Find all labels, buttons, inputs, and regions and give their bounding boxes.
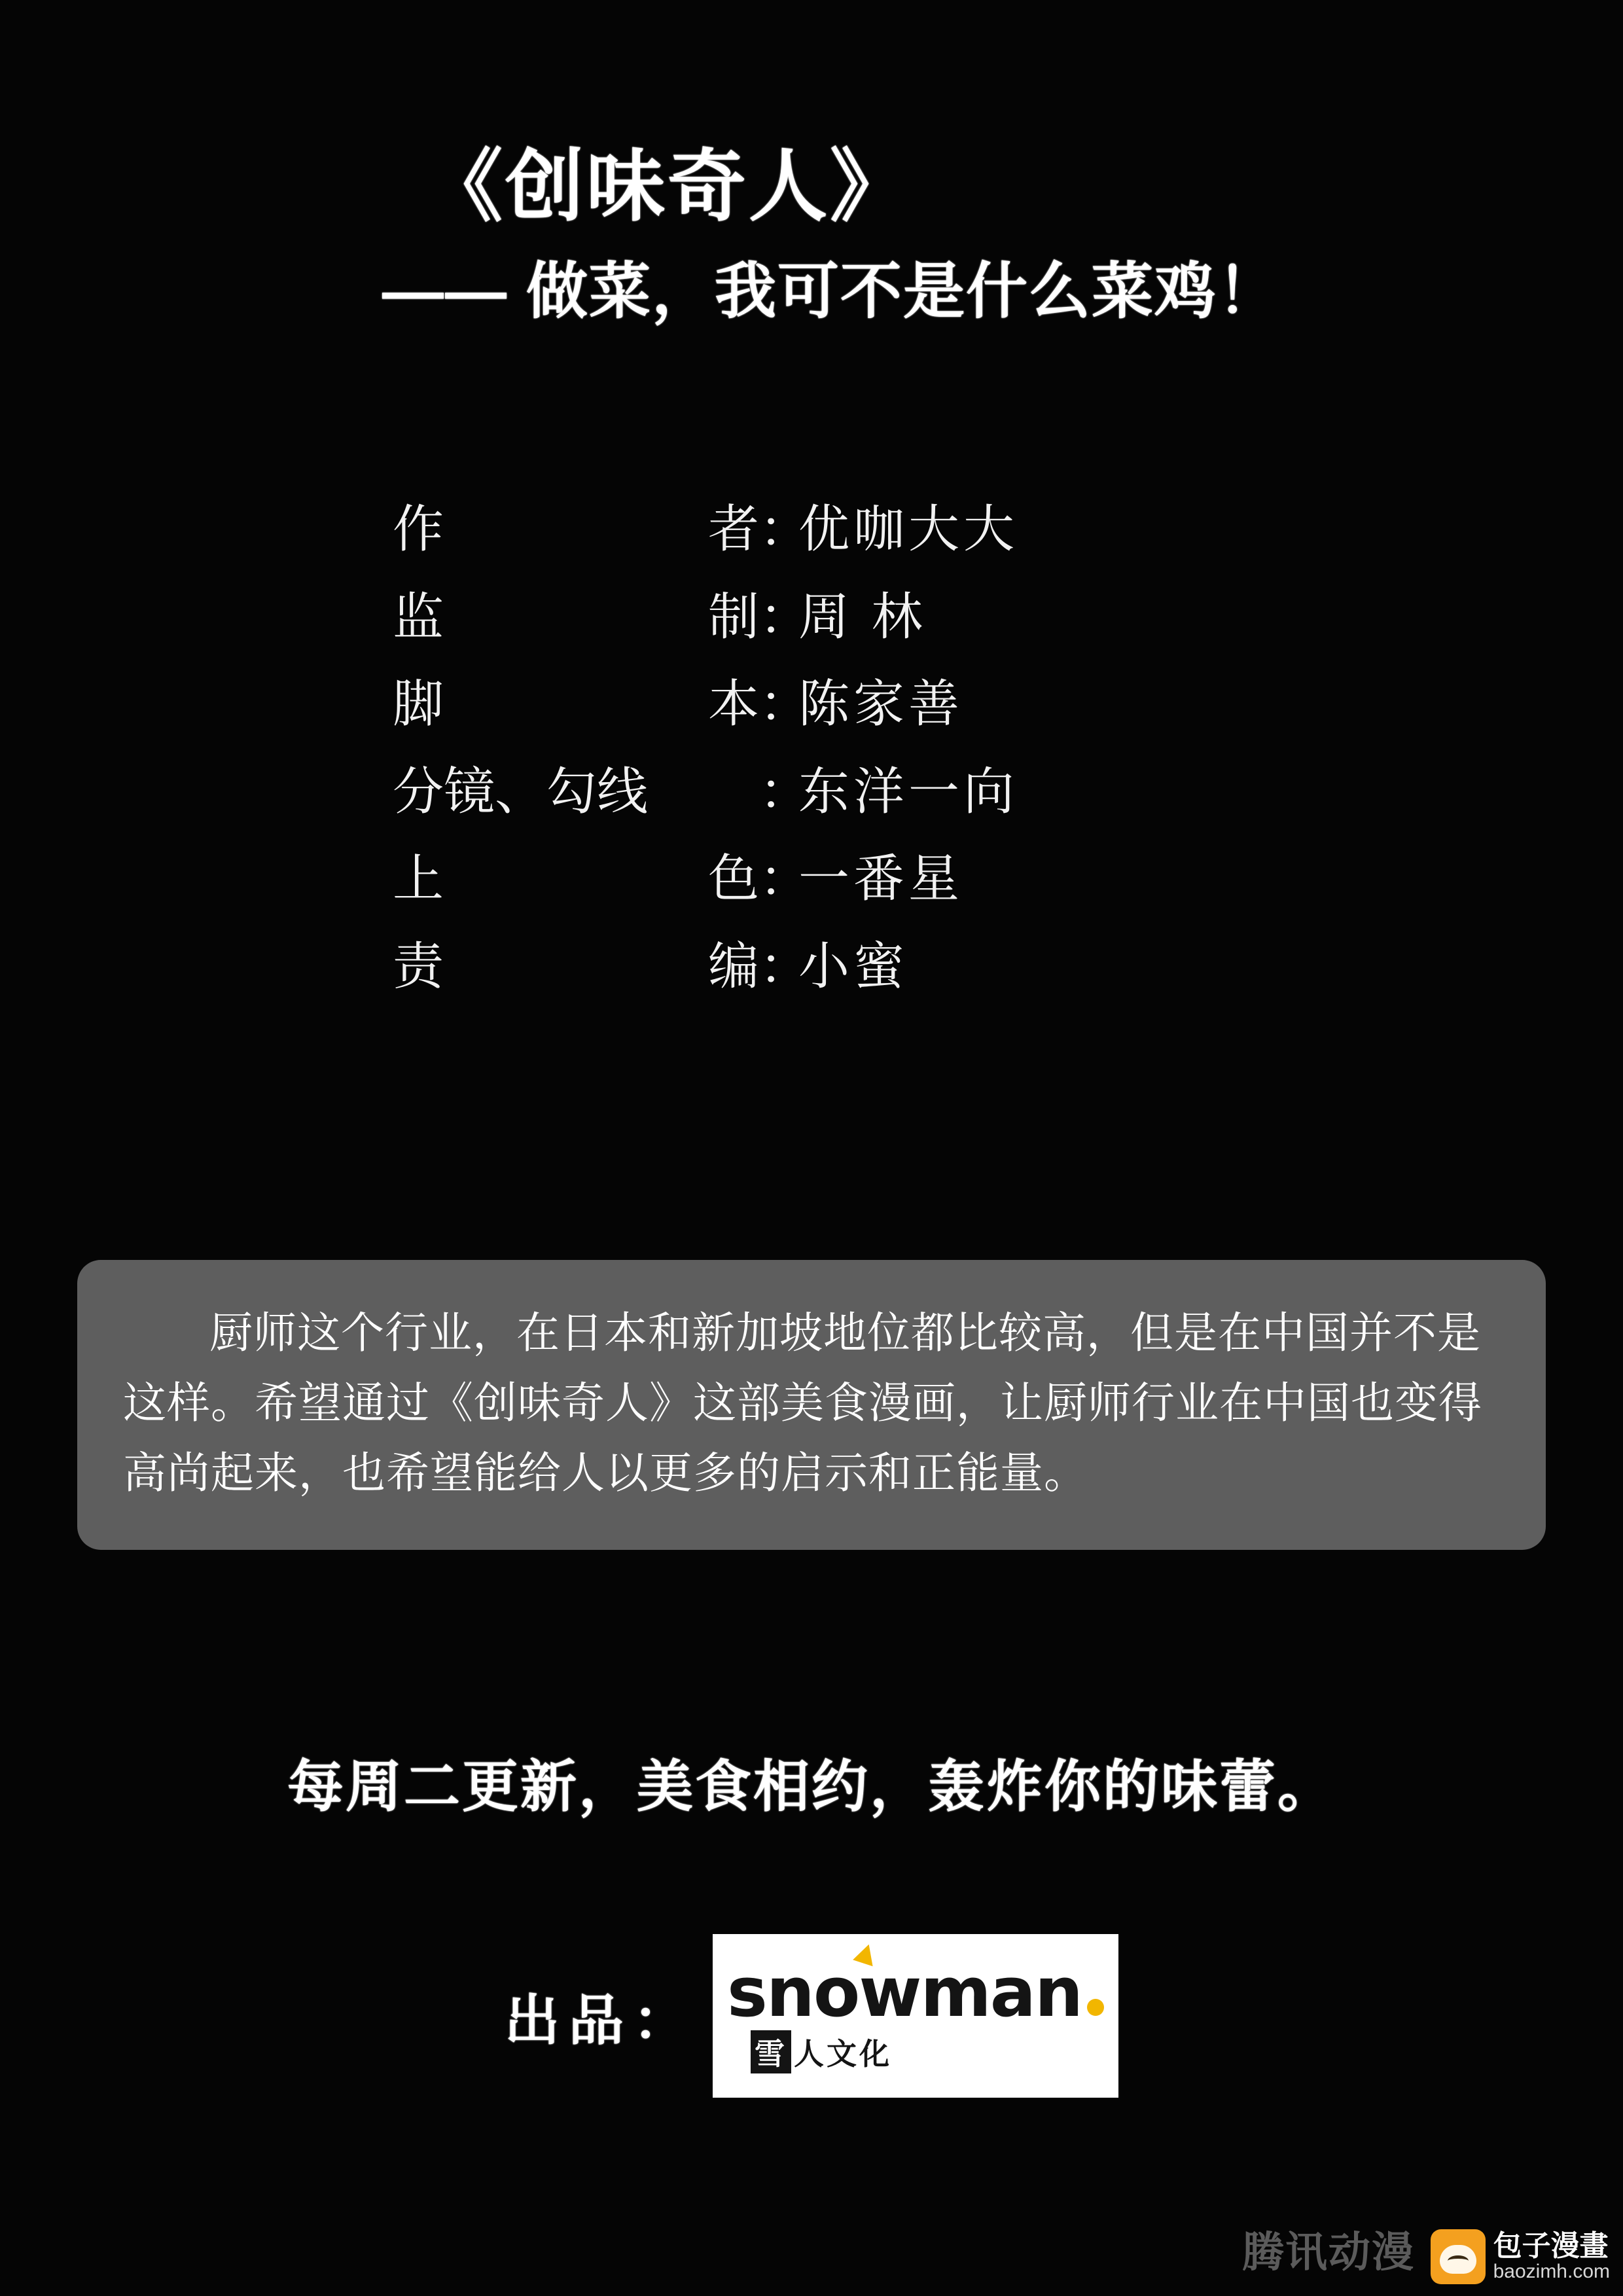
snowman-logo-part3: wman — [859, 1952, 1082, 2032]
credit-colon: ： — [759, 587, 811, 645]
credit-role-label — [393, 847, 759, 911]
credit-value: 陈家善 — [798, 675, 964, 732]
credit-role-char-a: 监 — [393, 587, 444, 645]
credit-row — [393, 847, 1309, 911]
credit-value: 东洋一向 — [798, 762, 1019, 820]
producer-label: 出品： — [504, 1989, 697, 2051]
baozi-watermark-cn: 包子漫畫 — [1493, 2230, 1609, 2263]
credit-row — [393, 585, 1309, 649]
snowman-logo-part1: sn — [726, 1952, 813, 2032]
credit-value: 一番星 — [798, 850, 964, 907]
credit-row — [393, 497, 1309, 562]
credit-role-char-b: 编 — [707, 937, 759, 995]
title-block — [0, 137, 1623, 331]
credit-row — [393, 935, 1309, 999]
credit-value: 优咖大大 — [798, 500, 1019, 558]
credit-role-char-b: 者 — [707, 500, 759, 558]
bun-icon — [1431, 2229, 1486, 2284]
credit-value: 小蜜 — [798, 937, 909, 995]
credit-role-char-a: 作 — [393, 500, 444, 558]
logo-dot-icon — [1087, 1999, 1104, 2016]
credit-role — [393, 672, 811, 736]
page-title: 《创味奇人》 — [424, 143, 911, 230]
credit-colon: ： — [759, 850, 811, 907]
baozi-watermark-text — [1493, 2231, 1610, 2282]
credit-role-char-b: 色 — [707, 850, 759, 907]
snowman-logo-wordmark — [726, 1952, 1104, 2032]
producer-row — [0, 1934, 1623, 2098]
credit-colon: ： — [759, 937, 811, 995]
credit-role-char-a: 脚 — [393, 675, 444, 732]
credit-colon: ： — [759, 500, 811, 558]
credit-row — [393, 672, 1309, 736]
snowman-logo-cn-box: 雪 — [751, 2030, 791, 2073]
credit-role-char-b: 制 — [707, 587, 759, 645]
credit-role-label — [393, 935, 759, 999]
credit-role — [393, 935, 811, 999]
snowman-logo-part2: o — [813, 1952, 859, 2032]
page-subtitle: —— 做菜，我可不是什么菜鸡！ — [382, 257, 1281, 325]
credit-role — [393, 497, 811, 562]
credit-role-label — [393, 585, 759, 649]
credit-colon: ： — [759, 675, 811, 732]
tencent-watermark: 腾讯动漫 — [1242, 2229, 1415, 2276]
credit-role — [393, 847, 811, 911]
credit-role-char-a: 上 — [393, 850, 444, 907]
description-box — [77, 1260, 1546, 1550]
snowman-logo-cn-rest: 人文化 — [794, 2037, 892, 2071]
credit-value: 周 林 — [798, 587, 927, 645]
baozi-watermark-en: baozimh.com — [1493, 2261, 1610, 2283]
credits-list — [393, 497, 1309, 1022]
update-tagline: 每周二更新，美食相约，轰炸你的味蕾。 — [287, 1755, 1336, 1818]
snowman-logo — [713, 1934, 1118, 2098]
credit-role-label — [393, 497, 759, 562]
description-text: 厨师这个行业，在日本和新加坡地位都比较高，但是在中国并不是这样。希望通过《创味奇人》这部美食漫画，让厨师行业在中国也变得高尚起来，也希望能给人以更多的启示和正能量。 — [123, 1308, 1482, 1497]
credit-row — [393, 760, 1309, 824]
credit-role — [393, 760, 811, 824]
credit-role-label — [393, 672, 759, 736]
credit-colon: ： — [759, 762, 811, 820]
credit-role-label: 分镜、勾线 — [393, 762, 649, 820]
credit-role-char-b: 本 — [707, 675, 759, 732]
baozi-watermark — [1431, 2229, 1610, 2284]
snowman-logo-cn — [751, 2030, 892, 2073]
credit-role — [393, 585, 811, 649]
credit-role-char-a: 责 — [393, 937, 444, 995]
